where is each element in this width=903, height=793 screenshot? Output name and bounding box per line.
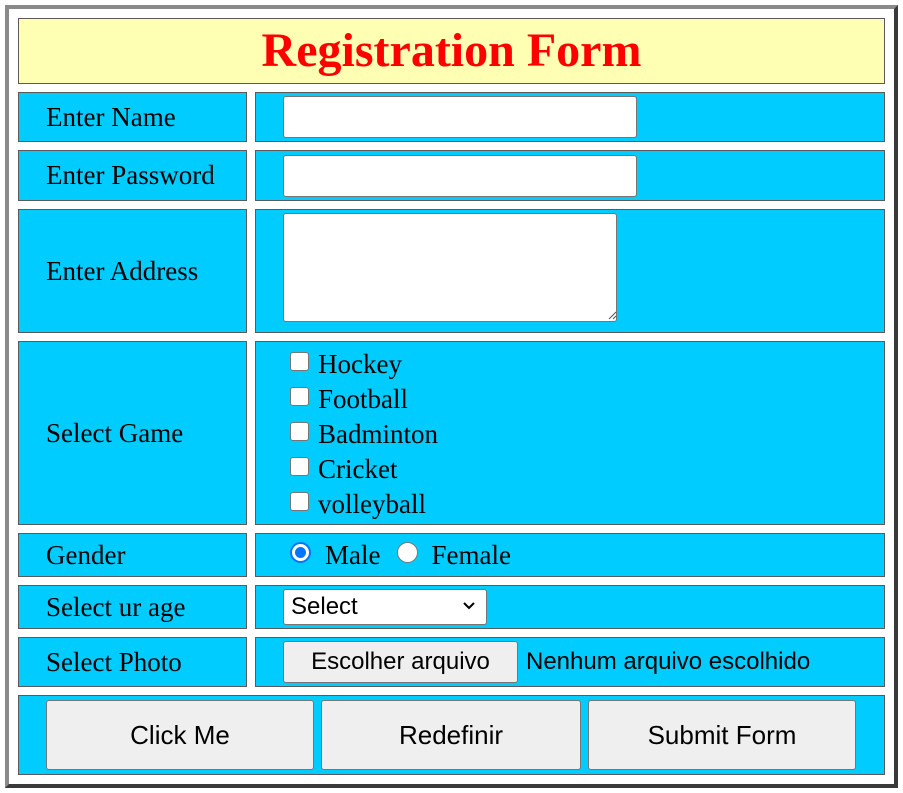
game-option-cricket[interactable] [290, 452, 397, 487]
badminton-checkbox[interactable] [290, 422, 309, 441]
volleyball-label: volleyball [318, 489, 426, 519]
hockey-checkbox[interactable] [290, 352, 309, 371]
form-title: Registration Form [261, 24, 642, 77]
chevron-down-icon [462, 601, 476, 611]
age-select[interactable] [283, 589, 487, 625]
photo-label: Select Photo [46, 646, 182, 677]
age-select-value: Select [291, 593, 358, 620]
submit-button[interactable]: Submit Form [588, 700, 856, 770]
male-label[interactable]: Male [325, 539, 381, 570]
choose-file-button[interactable]: Escolher arquivo [283, 641, 518, 683]
game-option-badminton[interactable] [290, 417, 438, 452]
game-option-football[interactable] [290, 382, 408, 417]
resize-grip-icon[interactable] [608, 311, 617, 320]
photo-label-cell [18, 637, 247, 687]
name-input-cell [255, 92, 885, 142]
cricket-label: Cricket [318, 454, 398, 484]
file-status-text: Nenhum arquivo escolhido [526, 648, 811, 675]
age-label: Select ur age [46, 591, 186, 622]
buttons-cell [18, 695, 885, 775]
address-label-cell [18, 209, 247, 333]
female-radio[interactable] [397, 542, 418, 563]
age-select-cell [255, 585, 885, 629]
game-option-hockey[interactable] [290, 347, 402, 382]
game-option-volleyball[interactable] [290, 487, 426, 522]
gender-label: Gender [46, 539, 126, 570]
address-textarea[interactable] [283, 213, 617, 322]
hockey-label: Hockey [318, 349, 402, 379]
age-label-cell [18, 585, 247, 629]
gender-options-cell [255, 533, 885, 577]
name-label: Enter Name [46, 101, 176, 132]
title-cell [18, 18, 885, 84]
password-input-cell [255, 150, 885, 201]
game-label-cell [18, 341, 247, 525]
game-label: Select Game [46, 417, 184, 448]
click-me-button[interactable]: Click Me [46, 700, 314, 770]
reset-button[interactable]: Redefinir [321, 700, 581, 770]
password-label: Enter Password [46, 160, 215, 190]
gender-radio-group [290, 534, 511, 576]
gender-label-cell [18, 533, 247, 577]
football-label: Football [318, 384, 409, 414]
male-radio[interactable] [290, 542, 311, 563]
cricket-checkbox[interactable] [290, 457, 309, 476]
address-input-cell [255, 209, 885, 333]
game-options-cell [255, 341, 885, 525]
address-label: Enter Address [46, 255, 199, 286]
name-input[interactable] [283, 96, 637, 138]
password-input[interactable] [283, 155, 637, 197]
name-label-cell [18, 92, 247, 142]
photo-input-cell [255, 637, 885, 687]
female-label[interactable]: Female [431, 539, 511, 570]
volleyball-checkbox[interactable] [290, 492, 309, 511]
password-label-cell [18, 150, 247, 201]
football-checkbox[interactable] [290, 387, 309, 406]
badminton-label: Badminton [318, 419, 438, 449]
